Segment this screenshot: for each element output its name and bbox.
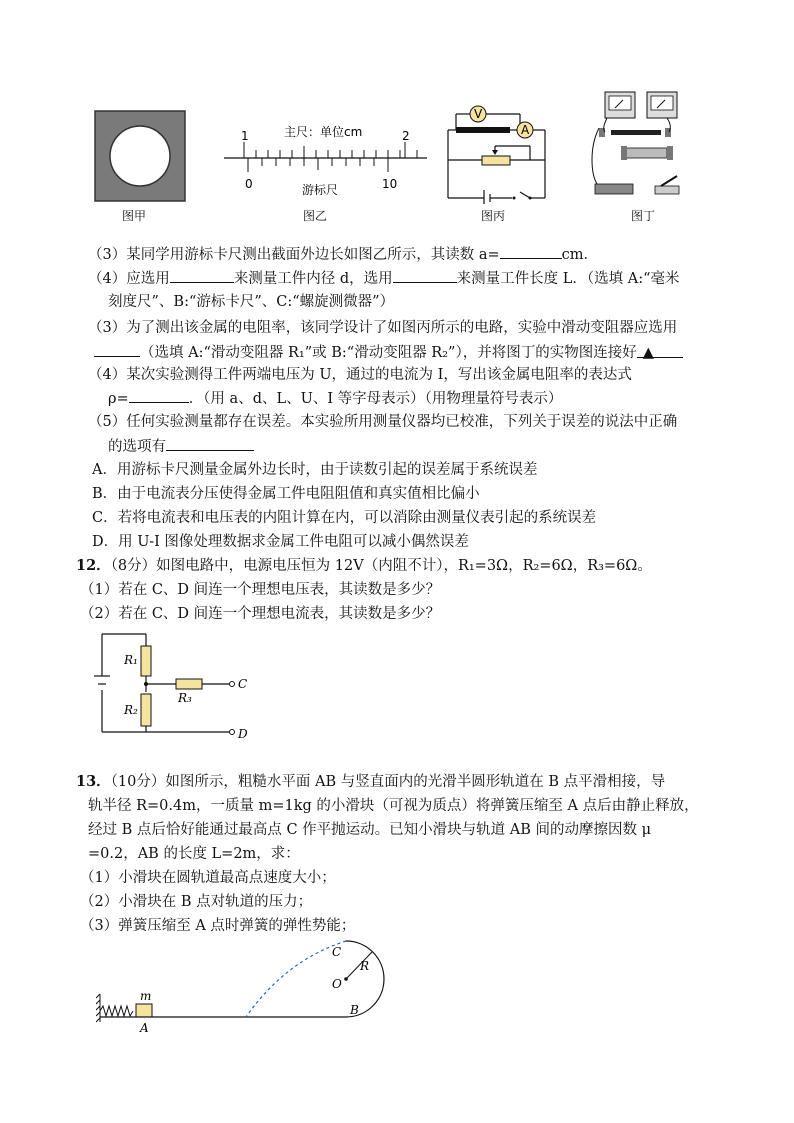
option-b: B．由于电流表分压使得金属工件电阻阻值和真实值相比偏小 [92,486,480,502]
figure-jia [94,110,186,202]
caption-bing: 图丙 [481,209,506,223]
answer-blank-a[interactable] [500,244,562,259]
vernier-ticks [248,158,388,172]
main-scale-1: 1 [241,129,249,143]
label-c: C [238,677,248,691]
label-c: C [332,945,342,959]
problem-13-q3: （3）弹簧压缩至 A 点时弹簧的弹性势能； [80,918,356,934]
problem-12-q2: （2）若在 C、D 间连一个理想电流表，其读数是多少？ [80,606,441,622]
problem-13-track-diagram [96,940,416,1040]
question-4b-line1: （4）某次实验测得工件两端电压为 U，通过的电流为 I，写出该金属电阻率的表达式 [88,367,632,383]
problem-12-q1: （1）若在 C、D 间连一个理想电压表，其读数是多少？ [80,582,441,598]
label-r1: R₁ [124,653,138,667]
label-r2: R₂ [124,703,138,717]
figure-yi-vernier-caliper [222,122,432,202]
question-4b-line2: ρ= ．（用 a、d、L、U、I 等字母表示）（用物理量符号表示） [108,388,562,409]
problem-13-line4: =0.2，AB 的长度 L=2m，求： [88,846,300,862]
problem-13-q2: （2）小滑块在 B 点对轨道的压力； [80,894,313,910]
label-m: m [140,989,152,1003]
answer-blank-length[interactable] [393,268,457,283]
triangle-mark-icon: ▲ [642,345,654,361]
answer-blank-wiring[interactable] [637,343,683,361]
problem-12-circuit [92,628,258,744]
answer-blank-inner-diameter[interactable] [170,268,234,283]
question-4a-line1: （4）应选用 来测量工件内径 d，选用 来测量工件长度 L．（选填 A:“毫米 [88,268,680,289]
label-b: B [350,1003,359,1017]
question-4a-line2: 刻度尺”、B:“游标卡尺”、C:“螺旋测微器”） [108,294,395,310]
question-3a: （3）某同学用游标卡尺测出截面外边长如图乙所示，其读数 a= cm． [88,244,598,265]
option-a: A．用游标卡尺测量金属外边长时，由于读数引起的误差属于系统误差 [92,462,538,478]
question-5-line2: 的选项有 [108,436,254,457]
vernier-label: 游标尺 [302,183,339,197]
problem-12-stem: 12．（8分）如图电路中，电源电压恒为 12V（内阻不计），R₁=3Ω，R₂=6Ω，R₃=6Ω。 [76,557,652,574]
voltmeter-icon: V [474,107,483,121]
question-5-line1: （5）任何实验测量都存在误差。本实验所用测量仪器均已校准，下列关于误差的说法中正确 [88,414,678,430]
problem-13-q1: （1）小滑块在圆轨道最高点速度大小； [80,870,336,886]
figure-ding-apparatus [585,88,697,204]
question-3b-line1: （3）为了测出该金属的电阻率，该同学设计了如图丙所示的电路，实验中滑动变阻器应选用 [88,320,678,336]
caption-ding: 图丁 [631,209,656,223]
main-scale-2: 2 [402,129,410,143]
ammeter-icon: A [521,123,530,137]
figure-bing-circuit [440,100,552,204]
answer-blank-resistivity[interactable] [129,388,189,403]
vernier-0: 0 [245,177,253,191]
label-r3: R₃ [178,691,192,705]
label-d: D [238,727,248,741]
option-c: C．若将电流表和电压表的内阻计算在内，可以消除由测量仪表引起的系统误差 [92,510,597,526]
problem-13-line3: 经过 B 点后恰好能通过最高点 C 作平抛运动。已知小滑块与轨道 AB 间的动摩擦因数 μ [88,822,652,838]
problem-13-line1: 13．（10分）如图所示，粗糙水平面 AB 与竖直面内的光滑半圆形轨道在 B 点平滑相接，导 [76,773,666,790]
answer-blank-options[interactable] [166,436,254,451]
option-d: D．用 U-I 图像处理数据求金属工件电阻可以减小偶然误差 [92,534,469,550]
answer-blank-rheostat[interactable] [94,342,140,357]
label-o: O [332,977,342,991]
label-a: A [140,1021,149,1035]
problem-13-line2: 轨半径 R=0.4m，一质量 m=1kg 的小滑块（可视为质点）将弹簧压缩至 A 点后由静止释放， [88,798,699,814]
main-scale-ticks [244,142,417,158]
question-3b-line2: （选填 A:“滑动变阻器 R₁”或 B:“滑动变阻器 R₂”），并将图丁的实物图连接好 ▲ [94,342,683,363]
caption-jia: 图甲 [122,209,147,223]
label-r: R [360,959,370,973]
vernier-10: 10 [382,177,398,191]
main-scale-label: 主尺：单位cm [284,125,363,139]
caption-yi: 图乙 [303,209,328,223]
